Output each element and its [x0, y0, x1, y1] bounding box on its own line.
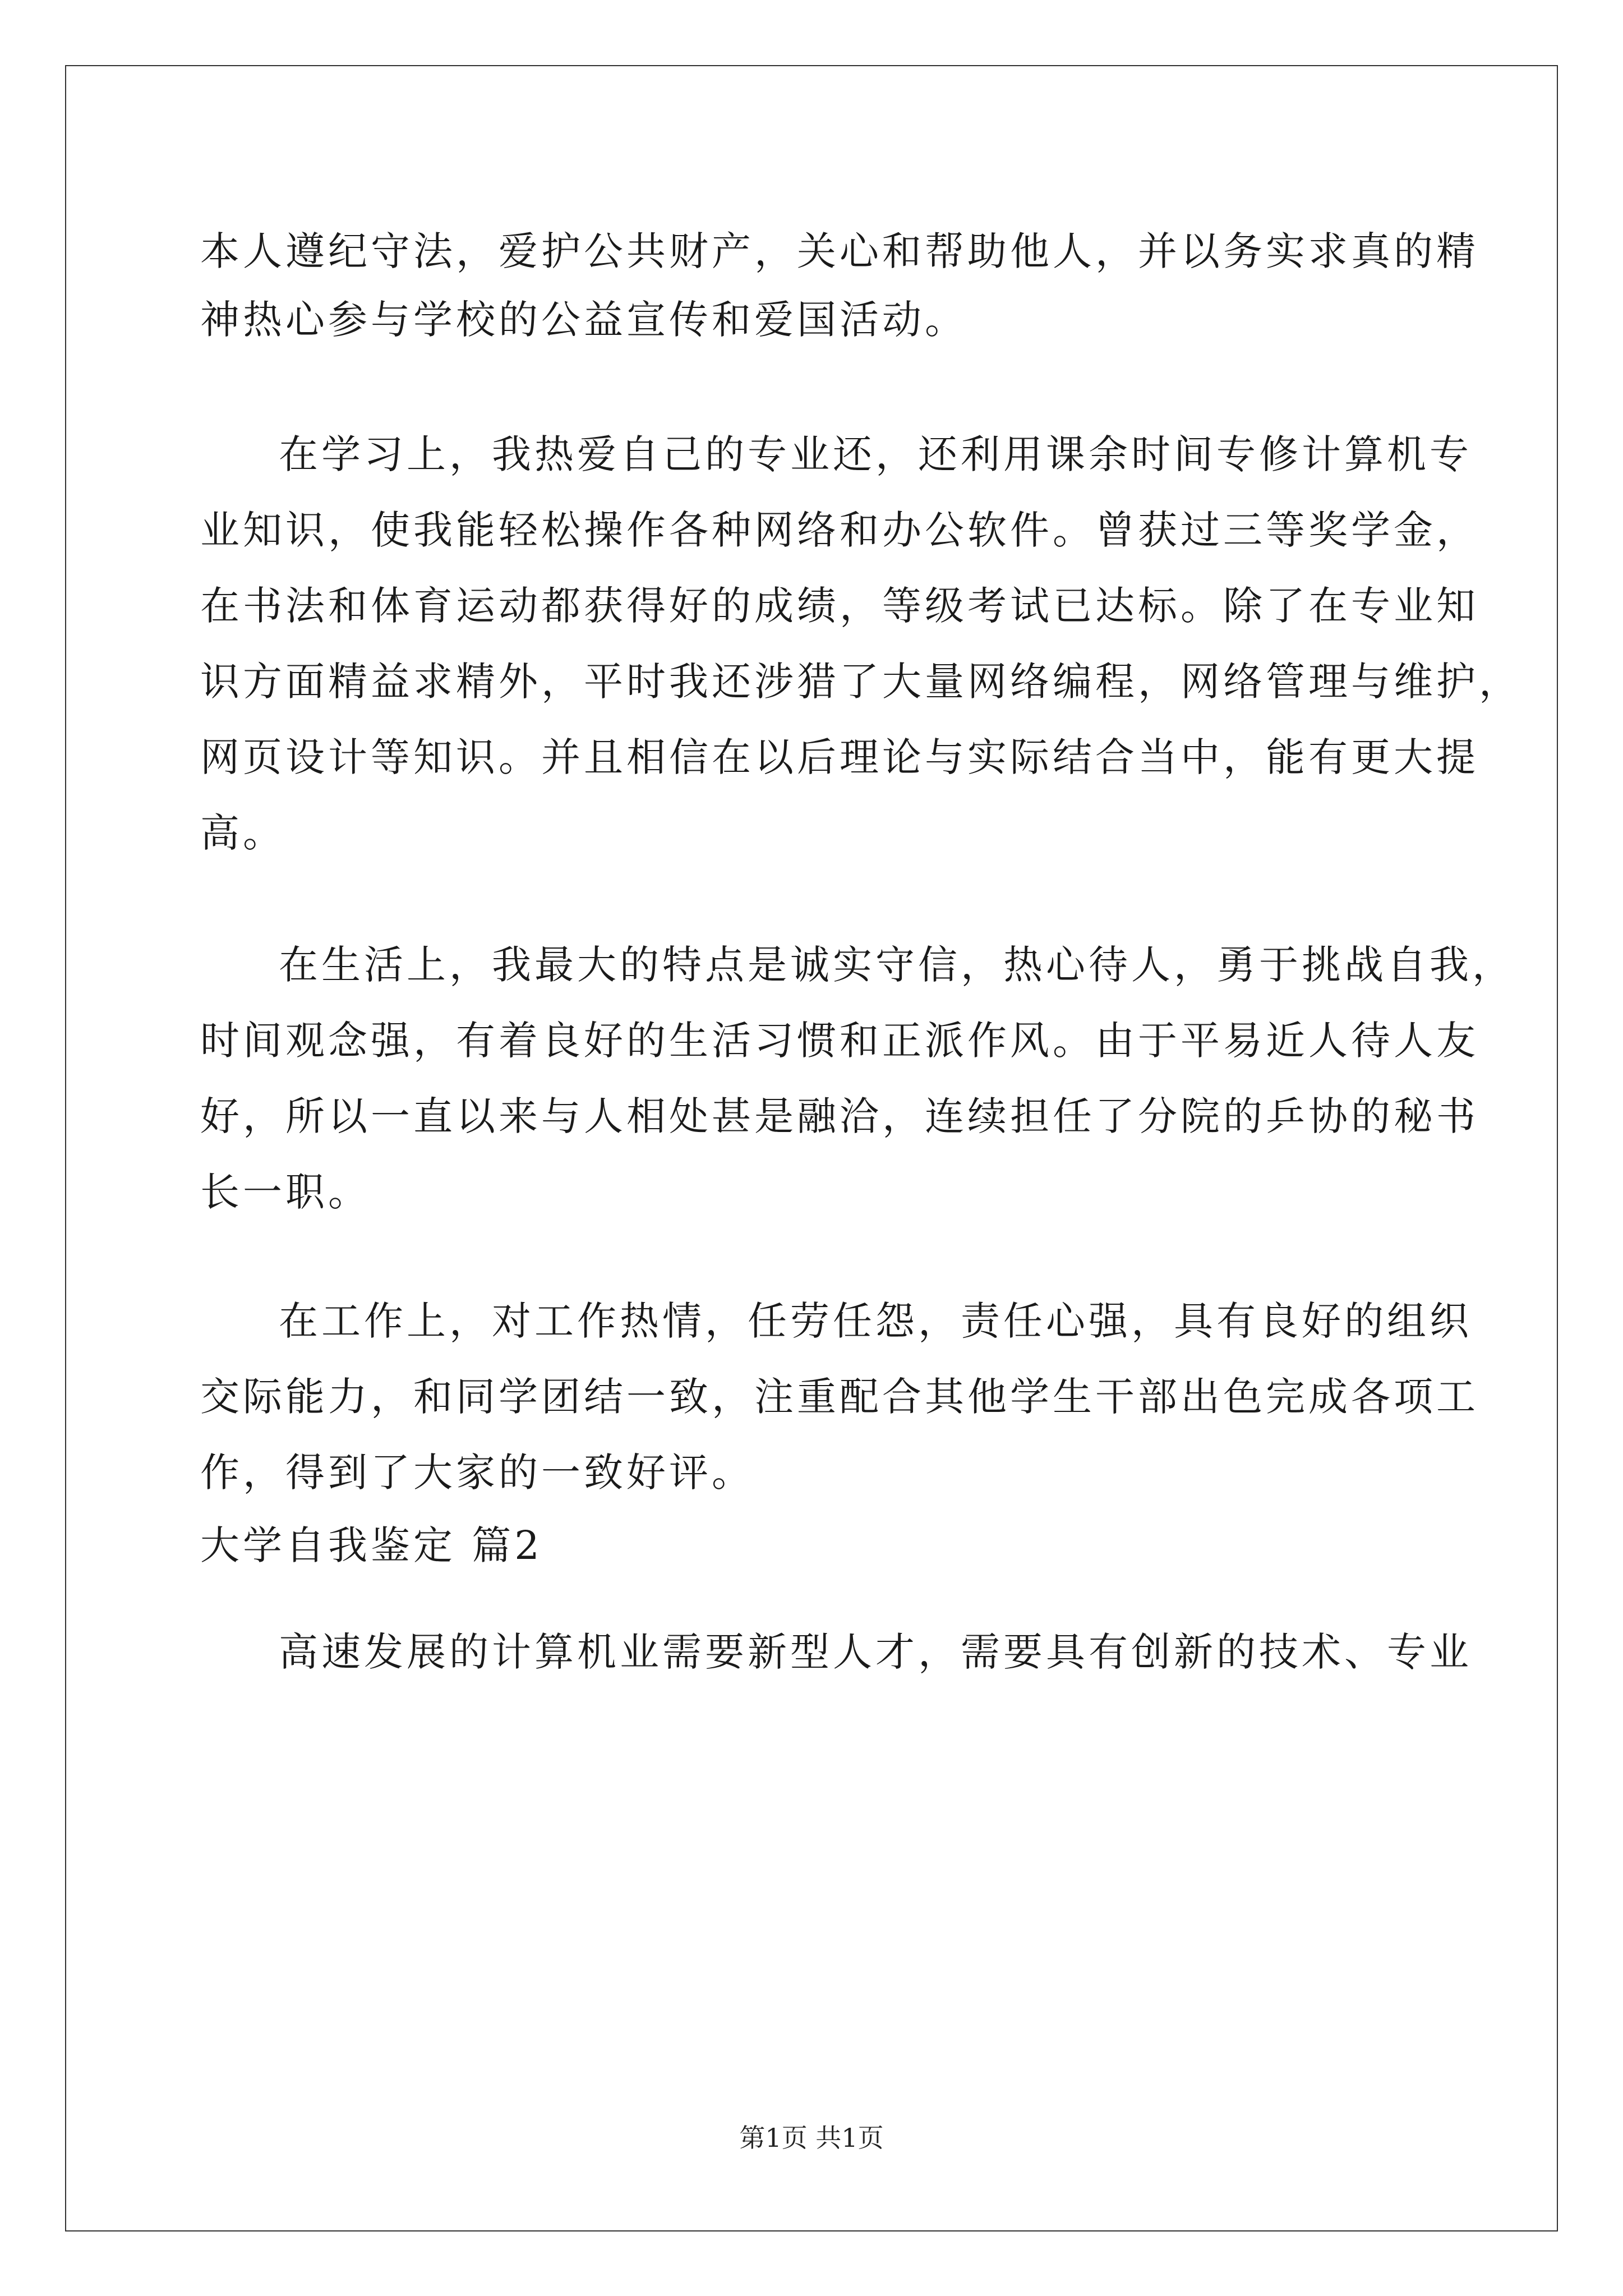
text-line: 业知识，使我能轻松操作各种网络和办公软件。曾获过三等奖学金， [200, 507, 1479, 553]
text-line: 长一职。 [200, 1169, 371, 1215]
page-number-footer: 第1页 共1页 [739, 2123, 884, 2153]
text-line: 高速发展的计算机业需要新型人才，需要具有创新的技术、专业 [279, 1629, 1472, 1675]
text-line: 交际能力，和同学团结一致，注重配合其他学生干部出色完成各项工 [200, 1374, 1479, 1420]
section-heading: 大学自我鉴定 篇2 [200, 1522, 543, 1568]
text-line: 网页设计等知识。并且相信在以后理论与实际结合当中，能有更大提 [200, 734, 1479, 780]
text-line: 时间观念强，有着良好的生活习惯和正派作风。由于平易近人待人友 [200, 1018, 1479, 1064]
text-line: 在工作上，对工作热情，任劳任怨，责任心强，具有良好的组织 [279, 1298, 1472, 1344]
text-line: 在生活上，我最大的特点是诚实守信，热心待人，勇于挑战自我， [279, 942, 1515, 988]
text-line: 高。 [200, 810, 285, 856]
text-line: 本人遵纪守法，爱护公共财产，关心和帮助他人，并以务实求真的精 [200, 228, 1479, 274]
text-line: 神热心参与学校的公益宣传和爱国活动。 [200, 297, 967, 343]
page-border [65, 65, 1558, 2231]
text-line: 在书法和体育运动都获得好的成绩，等级考试已达标。除了在专业知 [200, 583, 1479, 629]
text-line: 好，所以一直以来与人相处甚是融洽，连续担任了分院的乒协的秘书 [200, 1093, 1479, 1139]
text-line: 作，得到了大家的一致好评。 [200, 1450, 754, 1496]
text-line: 识方面精益求精外，平时我还涉猎了大量网络编程，网络管理与维护， [200, 659, 1521, 705]
text-line: 在学习上，我热爱自己的专业还，还利用课余时间专修计算机专 [279, 431, 1472, 477]
